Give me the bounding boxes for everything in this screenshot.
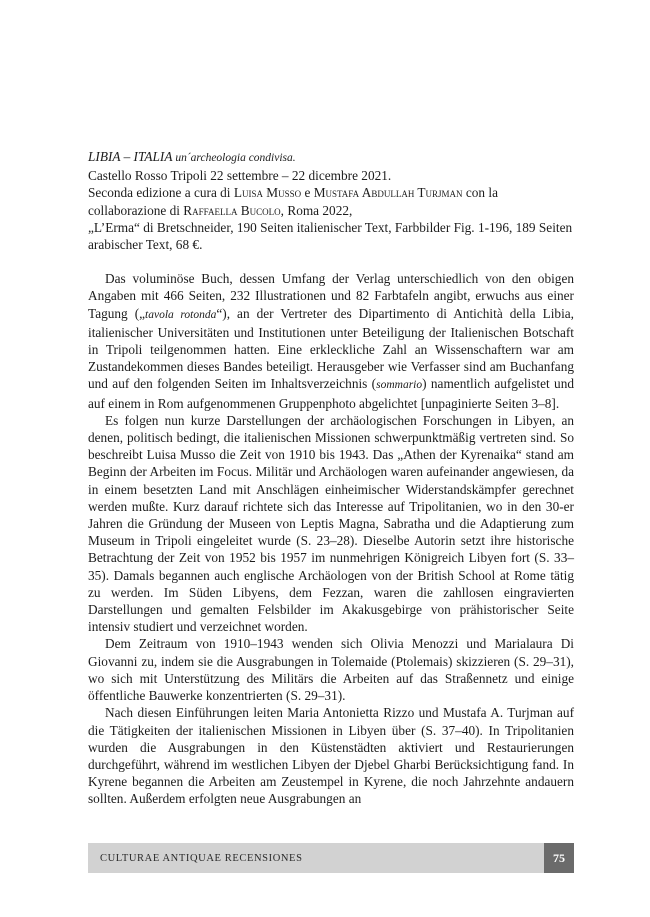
editors-prefix: Seconda edizione a cura di [88,185,234,201]
p1-text-c: ) namentlich aufgelistet und auf einem in Rom aufgenommenen Gruppenphoto abgelichtet [unpaginierte Seiten 3–8]. [88,376,574,411]
editors-line [88,184,574,218]
exhibition-line: Castello Rosso Tripoli 22 settembre – 22 dicembre 2021. [88,168,392,184]
title-sub: un´archeologia condivisa. [172,152,296,164]
journal-title: CULTURAE ANTIQUAE RECENSIONES [100,852,303,864]
p1-italic-tavola: tavola rotonda [145,308,217,321]
p1-italic-sommario: sommario [376,379,423,392]
paragraph-3: Dem Zeitraum von 1910–1943 wenden sich Olivia Menozzi und Marialaura Di Giovanni zu, indem sie die Ausgrabungen in Tolemaide (Ptolemais) skizzieren (S. 29–31), wo sich mit Unterstützung des Militärs die Arbeiten auf das Straßennetz und einige öffentliche Bauwerke konzentrierten (S. 29–31). [88,636,574,704]
publisher-line: „L’Erma“ di Bretschneider, 190 Seiten italienischer Text, Farbbilder Fig. 1-196, 189 Seiten arabischer Text, 68 €. [88,219,573,253]
collab-prefix: con la collaborazione di [88,185,498,218]
editor-name-1: Luisa Musso [233,185,302,201]
title-main: LIBIA – ITALIA [88,149,173,164]
bibliographic-entry [88,148,574,253]
paragraph-4: Nach diesen Einführungen leiten Maria Antonietta Rizzo und Mustafa A. Turjman auf die Tätigkeiten der italienischen Missionen in Libyen über (S. 37–40). In Tripolitanien wurden die Ausgrabungen in den Küstenstädten aktiviert und Restaurierungen durchgeführt, während im westlichen Libyen der Djebel Gharbi Berücksichtigung fand. In Kyrene begannen die Arbeiten am Zeustempel in Kyrene, die noch Jahrzehnte andauern sollten. Außerdem erfolgten neue Ausgrabungen an [88,705,574,807]
page-content [88,148,574,808]
editor-name-2: Mustafa Abdullah Turjman [313,185,463,201]
collaborator-name: Raffaella Bucolo [183,202,281,218]
p1-text-a: Das voluminöse Buch, dessen Umfang der Verlag unterschiedlich von den obigen Angaben mit 466 Seiten, 232 Illustrationen und 82 Farbtafeln angibt, erwuchs aus einer Tagung („ [88,271,574,321]
paragraph-1 [88,270,574,412]
review-body [88,270,574,807]
paragraph-2: Es folgen nun kurze Darstellungen der archäologischen Forschungen in Libyen, an denen, politisch bedingt, die italienischen Missionen schwerpunktmäßig vertreten sind. So beschreibt Luisa Musso die Zeit von 1910 bis 1943. Das „Athen der Kyrenaika“ stand am Beginn der Arbeiten im Focus. Militär und Archäologen waren aufeinander angewiesen, da in einem besetzten Land mit Anschlägen einheimischer Widerstandskämpfer gerechnet werden mußte. Kurz darauf richtete sich das Interesse auf Tripolitanien, wo in den 30-er Jahren die Gründung der Museen von Leptis Magna, Sabratha und die Adaptierung zum Museum in Tripoli eingeleitet wurde (S. 23–28). Dieselbe Autorin setzt ihre historische Betrachtung der Zeit von 1952 bis 1957 im nunmehrigen Königreich Libyen fort (S. 33–35). Damals begannen auch englische Archäologen von der British School at Rome tätig zu werden. Im Süden Libyens, dem Fezzan, waren die zahllosen eingravierten Darstellungen und gemalten Felsbilder im Akakusgebirge von prähistorischer Seite intensiv studiert und verzeichnet worden. [88,412,574,635]
p1-text-b: “), an der Vertreter des Dipartimento di Antichità della Libia, italienischer Universitäten und Institutionen unter Beteiligung der Italienischen Botschaft in Tripoli teilgenommen hatten. Eine erkleckliche Zahl an Wissenschaftern war am Zustandekommen dieses Bandes beteiligt. Herausgeber wie Verfasser sind am Buchanfang und auf den folgenden Seiten im Inhaltsverzeichnis ( [88,305,574,392]
editors-and: e [301,185,314,201]
page-number: 75 [544,843,574,873]
page-footer [88,843,574,873]
book-title [88,148,574,167]
editors-suffix: , Roma 2022, [280,202,353,218]
